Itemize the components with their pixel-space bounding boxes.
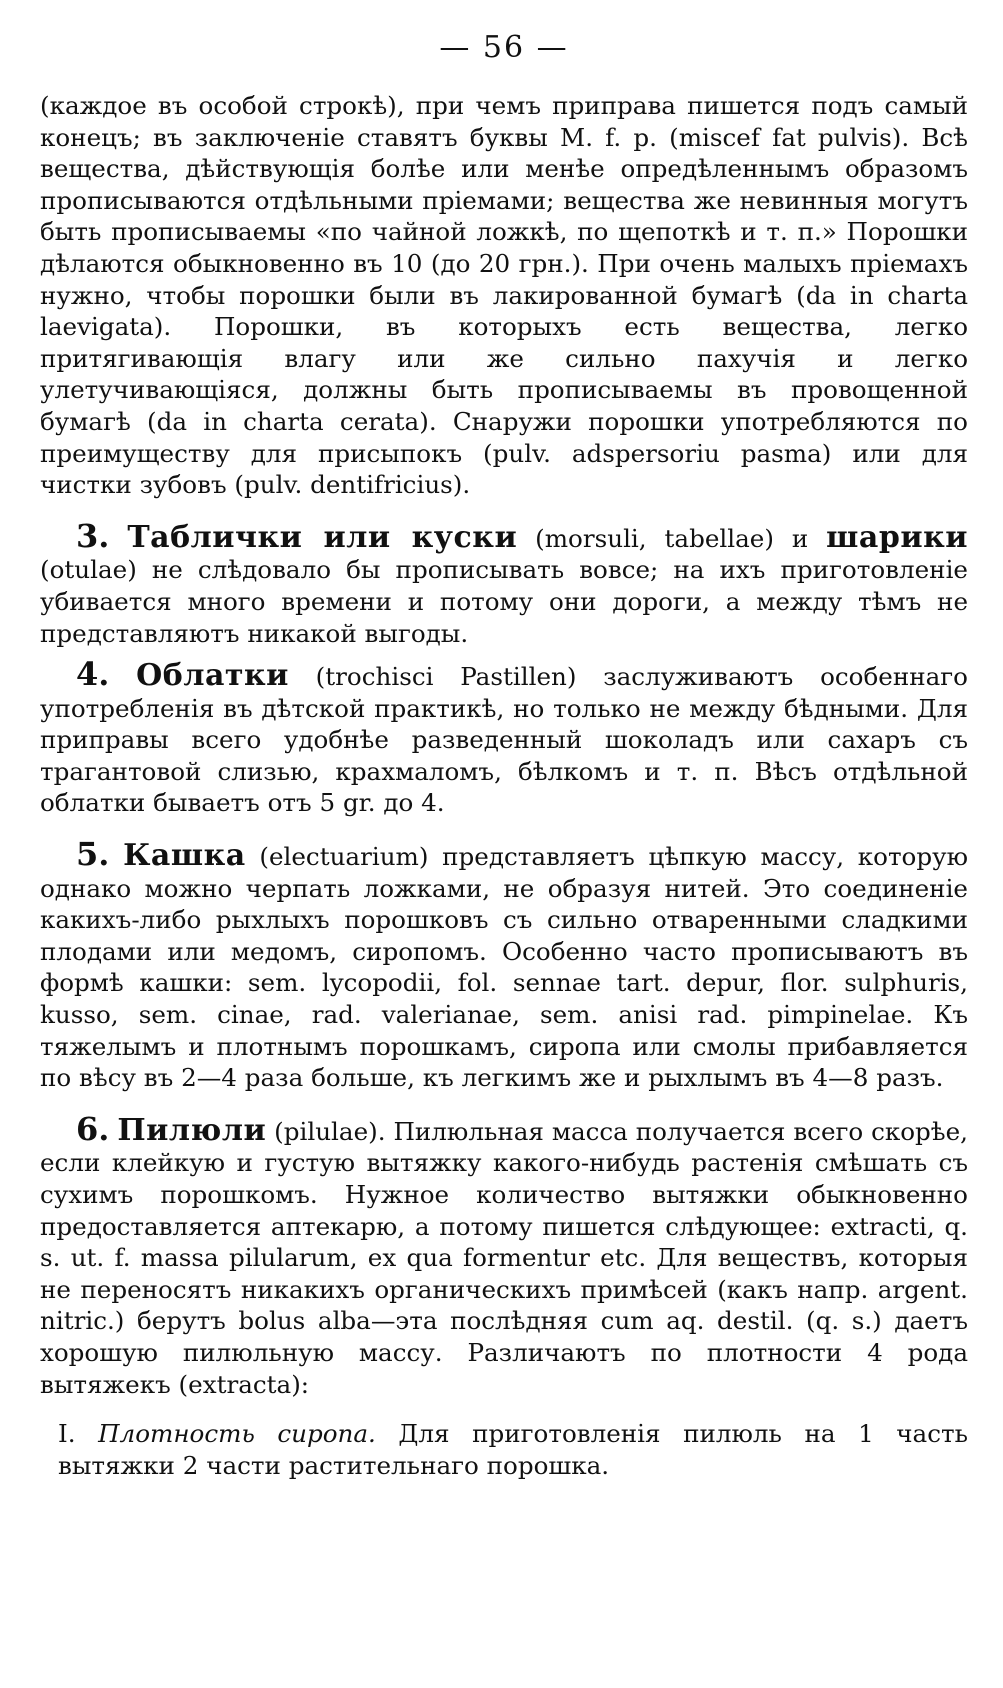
- page-number: — 56 —: [439, 30, 569, 65]
- section-3-paragraph: [40, 516, 968, 649]
- section-number: 3.: [76, 516, 110, 555]
- item-title: Плотность сиропа.: [98, 1419, 376, 1449]
- section-number: 6.: [76, 1109, 110, 1148]
- section-heading: Облатки: [136, 658, 289, 694]
- section-number: 5.: [76, 835, 110, 874]
- section-text: (morsuli, tabellae) и: [517, 523, 827, 553]
- section-heading: Пилюли: [117, 1112, 267, 1148]
- item-1-paragraph: [40, 1418, 968, 1481]
- section-4-paragraph: [40, 655, 968, 819]
- section-heading: Кашка: [123, 838, 246, 874]
- section-text: (pilulae). Пилюльная масса получается всего скорѣе, если клейкую и густую вытяжку какого-нибудь растенiя смѣшать съ сухимъ порошкомъ. Нужное количество вытяжки обыкновенно предоставляется аптекарю, а потому пишется слѣдующее: extracti, q. s. ut. f. massa pilularum, ex qua formentur etc. Для веществъ, которыя не переносятъ никакихъ органическихъ примѣсей (какъ напр. argent. nitric.) берутъ bolus alba—эта послѣдняя cum aq. destil. (q. s.) даетъ хорошую пилюльную массу. Различаютъ по плотности 4 рода вытяжекъ (extracta):: [40, 1116, 968, 1399]
- item-number: I.: [58, 1419, 76, 1449]
- section-5-paragraph: [40, 835, 968, 1094]
- section-6-paragraph: [40, 1109, 968, 1400]
- section-heading: Таблички или куски: [127, 519, 518, 555]
- item-text: Для приготовленiя пилюль на 1 часть вытяжки 2 части растительнаго порошка.: [58, 1419, 968, 1480]
- section-text: (electuarium) представляетъ цѣпкую массу, которую однако можно черпать ложками, не образуя нитей. Это соединенiе какихъ-либо рыхлыхъ порошковъ съ сильно отваренными сладкими плодами или медомъ, сиропомъ. Особенно часто прописываютъ въ формѣ кашки: sem. lycopodii, fol. sennae tart. depur, flor. sulphuris, kusso, sem. cinae, rad. valerianae, sem. anisi rad. pimpinelae. Къ тяжелымъ и плотнымъ порошкамъ, сиропа или смолы прибавляется по вѣсу въ 2—4 раза больше, къ легкимъ же и рыхлымъ въ 4—8 разъ.: [40, 842, 968, 1093]
- intro-paragraph: (каждое въ особой строкѣ), при чемъ приправа пишется подъ самый конецъ; въ заключенiе ставятъ буквы M. f. p. (miscef fat pulvis). Всѣ вещества, дѣйствующiя болѣе или менѣе опредѣленнымъ образомъ прописываются отдѣльными прiемами; вещества же невинныя могутъ быть прописываемы «по чайной ложкѣ, по щепоткѣ и т. п.» Порошки дѣлаются обыкновенно въ 10 (до 20 грн.). При очень малыхъ прiемахъ нужно, чтобы порошки были въ лакированной бумагѣ (da in charta laevigata). Порошки, въ которыхъ есть вещества, легко притягивающiя влагу или же сильно пахучiя и легко улетучивающiяся, должны быть прописываемы въ провощенной бумагѣ (da in charta cerata). Снаружи порошки употребляются по преимуществу для присыпокъ (pulv. adspersoriu pasma) или для чистки зубовъ (pulv. dentifricius).: [40, 91, 968, 500]
- document-page: [40, 28, 968, 1668]
- section-heading-secondary: шарики: [826, 519, 968, 555]
- section-number: 4.: [76, 655, 110, 694]
- section-text: (trochisci Pastillen) заслуживаютъ особеннаго употребленiя въ дѣтской практикѣ, но только не между бѣдными. Для приправы всего удобнѣе разведенный шоколадъ или сахаръ съ трагантовой слизью, крахмаломъ, бѣлкомъ и т. п. Вѣсъ отдѣльной облатки бываетъ отъ 5 gr. до 4.: [40, 662, 968, 818]
- section-text: (otulae) не слѣдовало бы прописывать вовсе; на ихъ приготовленiе убивается много времени и потому они дороги, а между тѣмъ не представляютъ никакой выгоды.: [40, 555, 968, 648]
